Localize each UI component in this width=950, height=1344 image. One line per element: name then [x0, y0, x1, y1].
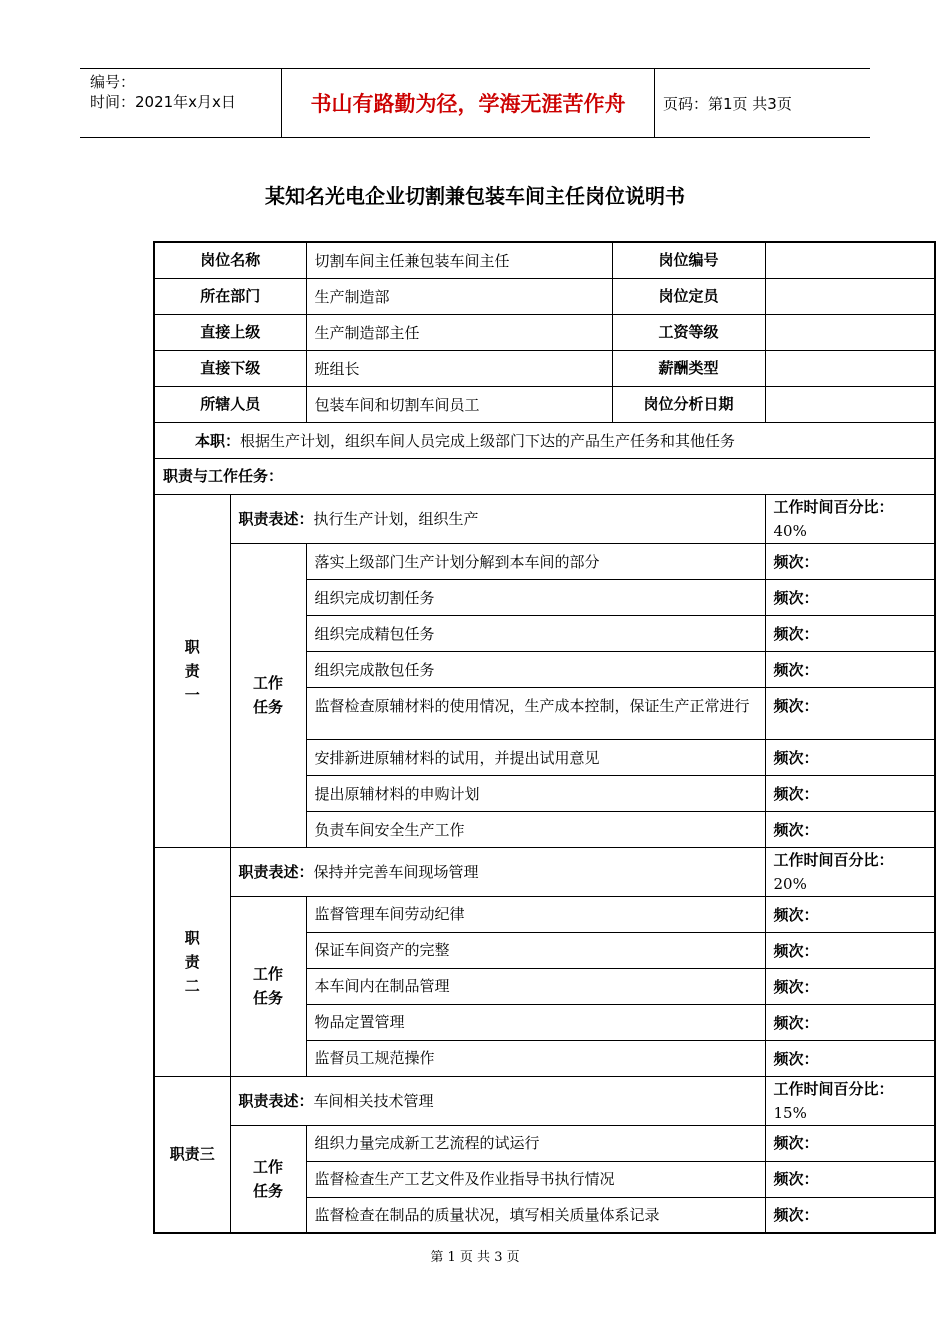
- duty2-desc-label: 职责表述：: [238, 862, 314, 881]
- task-label-line: 工作: [253, 965, 284, 983]
- duty3-task-label: [230, 1125, 306, 1233]
- freq-label: 频次：: [765, 1004, 935, 1040]
- duty1-task: 落实上级部门生产计划分解到本车间的部分: [306, 543, 765, 579]
- freq-label: 频次：: [765, 739, 935, 775]
- freq-label: 频次：: [765, 968, 935, 1004]
- duty1-name-char: 责: [184, 661, 200, 680]
- duty2-desc-text: 保持并完善车间现场管理: [313, 862, 479, 881]
- info-row-subordinate: [154, 350, 935, 386]
- main-duty-label: 本职：: [195, 431, 241, 450]
- duty1-task: 负责车间安全生产工作: [306, 811, 765, 847]
- department-label: 所在部门: [154, 278, 306, 314]
- task-label-line: 任务: [253, 1181, 284, 1200]
- duty2-task: 物品定置管理: [306, 1004, 765, 1040]
- freq-label: 频次：: [765, 811, 935, 847]
- duty1-name-char: 一: [184, 685, 200, 704]
- duty2-percent: [765, 847, 935, 896]
- duty3-task: 组织力量完成新工艺流程的试运行: [306, 1125, 765, 1161]
- duty1-percent-value: 40%: [773, 521, 807, 540]
- pay-type-value: [765, 350, 935, 386]
- freq-label: 频次：: [765, 1040, 935, 1076]
- duty1-desc-text: 执行生产计划，组织生产: [313, 509, 479, 528]
- info-row-superior: [154, 314, 935, 350]
- duty2-percent-label: 工作时间百分比：: [773, 850, 894, 869]
- duty3-percent-label: 工作时间百分比：: [773, 1079, 894, 1098]
- analysis-date-label: 岗位分析日期: [612, 386, 765, 422]
- page-title: 某知名光电企业切割兼包装车间主任岗位说明书: [265, 184, 685, 208]
- staff-value: 包装车间和切割车间员工: [306, 386, 612, 422]
- freq-label: 频次：: [765, 1125, 935, 1161]
- header-meta: [80, 69, 280, 137]
- main-duty-text: 根据生产计划，组织车间人员完成上级部门下达的产品生产任务和其他任务: [240, 431, 736, 450]
- duty3-percent-value: 15%: [773, 1103, 807, 1122]
- duty1-task: 安排新进原辅材料的试用，并提出试用意见: [306, 739, 765, 775]
- job-description-table: [153, 241, 936, 1234]
- freq-label: 频次：: [765, 932, 935, 968]
- freq-label: 频次：: [765, 579, 935, 615]
- duty3-desc-row: [154, 1076, 935, 1125]
- salary-grade-value: [765, 314, 935, 350]
- main-duty-row: [154, 422, 935, 458]
- department-value: 生产制造部: [306, 278, 612, 314]
- duties-heading-row: [154, 458, 935, 494]
- duty1-percent-label: 工作时间百分比：: [773, 497, 894, 516]
- freq-label: 频次：: [765, 1197, 935, 1233]
- task-label-line: 工作: [253, 674, 284, 692]
- duty1-task: 组织完成散包任务: [306, 651, 765, 687]
- position-name-label: 岗位名称: [154, 242, 306, 278]
- duty1-task: 提出原辅材料的申购计划: [306, 775, 765, 811]
- header-number-label: 编号：: [90, 73, 136, 91]
- duty1-name: [154, 494, 230, 847]
- headcount-value: [765, 278, 935, 314]
- header-motto: 书山有路勤为径，学海无涯苦作舟: [281, 69, 655, 137]
- duty3-desc-text: 车间相关技术管理: [313, 1091, 434, 1110]
- duty1-task: 监督检查原辅材料的使用情况，生产成本控制，保证生产正常进行: [306, 687, 765, 739]
- duty1-desc: [230, 494, 765, 543]
- headcount-label: 岗位定员: [612, 278, 765, 314]
- pay-type-label: 薪酬类型: [612, 350, 765, 386]
- freq-label: 频次：: [765, 775, 935, 811]
- freq-label: 频次：: [765, 543, 935, 579]
- duty2-task: 本车间内在制品管理: [306, 968, 765, 1004]
- freq-label: 频次：: [765, 687, 935, 739]
- subordinate-value: 班组长: [306, 350, 612, 386]
- freq-label: 频次：: [765, 615, 935, 651]
- subordinate-label: 直接下级: [154, 350, 306, 386]
- duty2-percent-value: 20%: [773, 874, 807, 893]
- freq-label: 频次：: [765, 1161, 935, 1197]
- duty2-name-char: 责: [184, 952, 200, 971]
- duty1-name-char: 职: [184, 637, 200, 656]
- page-footer: 第 1 页 共 3 页: [430, 1250, 520, 1265]
- position-code-value: [765, 242, 935, 278]
- analysis-date-value: [765, 386, 935, 422]
- duty3-desc-label: 职责表述：: [238, 1091, 314, 1110]
- duty2-task-label: [230, 896, 306, 1076]
- document-header: [80, 68, 870, 138]
- task-label-line: 工作: [253, 1157, 284, 1176]
- task-label-line: 任务: [253, 989, 284, 1007]
- duty1-task-row: [154, 543, 935, 579]
- duty1-task-label: [230, 543, 306, 847]
- duty2-desc: [230, 847, 765, 896]
- header-time: 时间：2021年x月x日: [90, 93, 236, 111]
- main-duty-cell: [154, 422, 935, 458]
- task-label-line: 任务: [253, 698, 284, 716]
- duty2-task-row: [154, 896, 935, 932]
- duty3-task-row: [154, 1125, 935, 1161]
- duty2-name-char: 二: [184, 976, 200, 995]
- duty3-desc: [230, 1076, 765, 1125]
- position-name-value: 切割车间主任兼包装车间主任: [306, 242, 612, 278]
- duty3-task: 监督检查生产工艺文件及作业指导书执行情况: [306, 1161, 765, 1197]
- freq-label: 频次：: [765, 896, 935, 932]
- duty2-name-char: 职: [184, 928, 200, 947]
- duty1-percent: [765, 494, 935, 543]
- duty3-name: 职责三: [154, 1076, 230, 1233]
- duty2-task: 监督员工规范操作: [306, 1040, 765, 1076]
- superior-value: 生产制造部主任: [306, 314, 612, 350]
- info-row-position: [154, 242, 935, 278]
- position-code-label: 岗位编号: [612, 242, 765, 278]
- salary-grade-label: 工资等级: [612, 314, 765, 350]
- duty2-name: [154, 847, 230, 1076]
- duty3-task: 监督检查在制品的质量状况，填写相关质量体系记录: [306, 1197, 765, 1233]
- header-page-info: 页码：第1页 共3页: [663, 94, 792, 113]
- superior-label: 直接上级: [154, 314, 306, 350]
- duty1-task: 组织完成切割任务: [306, 579, 765, 615]
- duty2-task: 保证车间资产的完整: [306, 932, 765, 968]
- duty2-desc-row: [154, 847, 935, 896]
- duties-heading: 职责与工作任务：: [154, 458, 935, 494]
- duty2-task: 监督管理车间劳动纪律: [306, 896, 765, 932]
- duty1-desc-label: 职责表述：: [238, 509, 314, 528]
- duty3-percent: [765, 1076, 935, 1125]
- staff-label: 所辖人员: [154, 386, 306, 422]
- freq-label: 频次：: [765, 651, 935, 687]
- info-row-department: [154, 278, 935, 314]
- duty1-desc-row: [154, 494, 935, 543]
- duty1-task: 组织完成精包任务: [306, 615, 765, 651]
- info-row-staff: [154, 386, 935, 422]
